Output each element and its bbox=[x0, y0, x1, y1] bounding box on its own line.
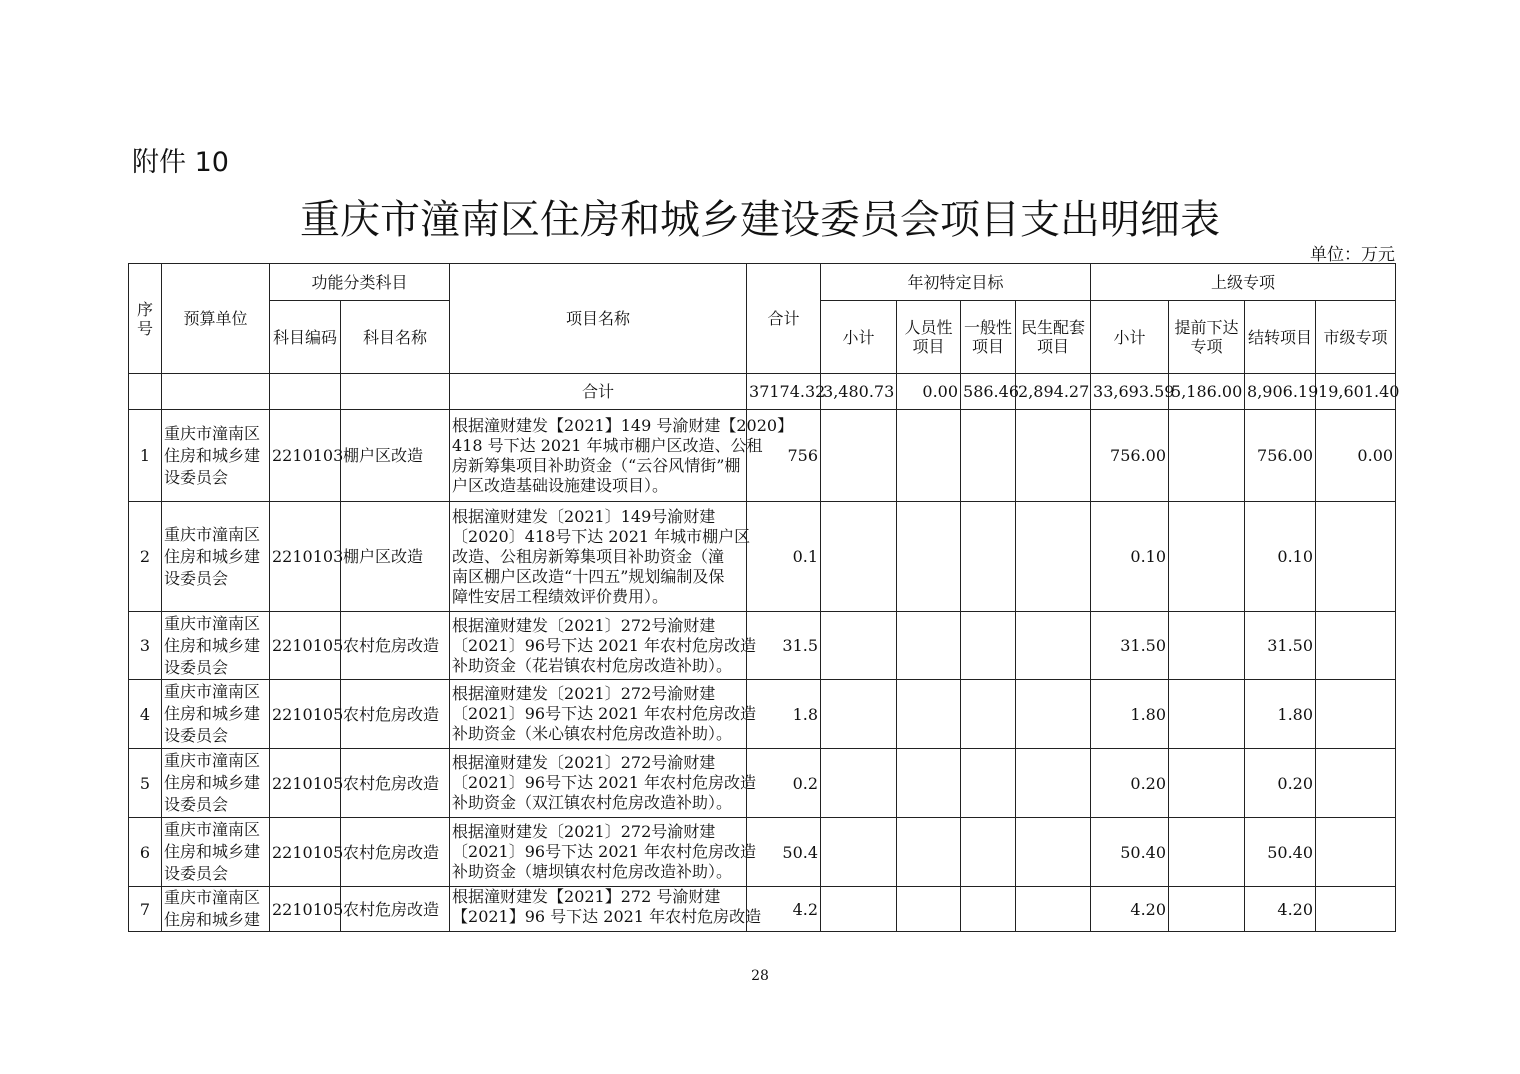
table-row bbox=[129, 749, 1396, 818]
row-budget-unit-line: 设委员会 bbox=[164, 726, 229, 745]
page-number: 28 bbox=[751, 968, 769, 984]
row-project-name-line: 根据潼财建发〔2021〕272号渝财建 bbox=[452, 822, 716, 841]
row-sup-city bbox=[1316, 749, 1396, 818]
page-title: 重庆市潼南区住房和城乡建设委员会项目支出明细表 bbox=[300, 197, 1220, 243]
row-total: 0.2 bbox=[747, 749, 821, 818]
summary-total: 37174.32 bbox=[747, 374, 821, 410]
header-at-personnel-line-1: 人员性 bbox=[904, 318, 953, 337]
row-project-name-line: 根据潼财建发【2021】149 号渝财建【2020】 bbox=[452, 415, 794, 435]
row-at-personnel bbox=[897, 502, 961, 612]
row-sup-advance bbox=[1169, 612, 1245, 680]
row-sup-carryover: 1.80 bbox=[1245, 680, 1316, 749]
row-project-name-line: 〔2021〕96号下达 2021 年农村危房改造 bbox=[452, 704, 756, 723]
row-project-name bbox=[450, 818, 756, 887]
row-seq: 3 bbox=[129, 612, 162, 680]
row-at-livelihood bbox=[1016, 410, 1091, 502]
header-at-general bbox=[961, 301, 1016, 374]
row-total: 4.2 bbox=[747, 887, 821, 932]
row-budget-unit-line: 重庆市潼南区 bbox=[164, 524, 261, 544]
row-project-name-line: 补助资金（花岩镇农村危房改造补助）。 bbox=[452, 655, 733, 675]
row-at-general bbox=[961, 749, 1016, 818]
row-budget-unit-line: 设委员会 bbox=[164, 657, 229, 677]
header-at-general-line-1: 一般性 bbox=[964, 318, 1013, 337]
row-at-livelihood bbox=[1016, 749, 1091, 818]
row-total: 50.4 bbox=[747, 818, 821, 887]
row-budget-unit bbox=[162, 818, 270, 887]
row-sup-subtotal: 0.10 bbox=[1091, 502, 1169, 612]
row-sup-subtotal: 50.40 bbox=[1091, 818, 1169, 887]
header-at-personnel-line-2: 项目 bbox=[912, 337, 945, 356]
row-seq: 7 bbox=[129, 887, 162, 932]
header-sup-advance-line-2: 专项 bbox=[1190, 337, 1223, 356]
summary-sup-carryover: 8,906.19 bbox=[1245, 374, 1316, 410]
row-sup-city: 0.00 bbox=[1316, 410, 1396, 502]
row-total: 1.8 bbox=[747, 680, 821, 749]
row-sup-subtotal: 0.20 bbox=[1091, 749, 1169, 818]
row-budget-unit-line: 重庆市潼南区 bbox=[164, 820, 261, 839]
row-subject-name: 棚户区改造 bbox=[341, 410, 450, 502]
row-project-name-line: 南区棚户区改造“十四五”规划编制及保 bbox=[452, 566, 725, 586]
summary-at-livelihood: 2,894.27 bbox=[1016, 374, 1091, 410]
row-project-name-line: 〔2021〕96号下达 2021 年农村危房改造 bbox=[452, 842, 756, 861]
row-seq: 5 bbox=[129, 749, 162, 818]
row-subject-name: 农村危房改造 bbox=[341, 749, 450, 818]
row-project-name-line: 〔2021〕96号下达 2021 年农村危房改造 bbox=[452, 635, 756, 655]
row-subject-code: 2210105 bbox=[270, 818, 341, 887]
row-budget-unit bbox=[162, 612, 270, 680]
row-budget-unit-line: 重庆市潼南区 bbox=[164, 751, 261, 770]
row-budget-unit-line: 住房和城乡建 bbox=[164, 773, 261, 792]
row-subject-code: 2210105 bbox=[270, 612, 341, 680]
row-subject-name: 棚户区改造 bbox=[341, 502, 450, 612]
row-project-name bbox=[450, 612, 756, 680]
row-budget-unit-line: 设委员会 bbox=[164, 568, 229, 588]
header-at-livelihood bbox=[1016, 301, 1091, 374]
row-at-livelihood bbox=[1016, 612, 1091, 680]
row-project-name-line: 补助资金（塘坝镇农村危房改造补助）。 bbox=[452, 862, 733, 881]
row-project-name-line: 【2021】96 号下达 2021 年农村危房改造 bbox=[452, 907, 762, 926]
table-row bbox=[129, 680, 1396, 749]
summary-sup-advance: 5,186.00 bbox=[1169, 374, 1245, 410]
row-project-name-line: 〔2021〕96号下达 2021 年农村危房改造 bbox=[452, 773, 756, 792]
summary-sup-city: 19,601.40 bbox=[1316, 374, 1396, 410]
row-at-subtotal bbox=[821, 887, 897, 932]
header-subject-name: 科目名称 bbox=[341, 301, 450, 374]
row-budget-unit bbox=[162, 887, 270, 932]
row-project-name-line: 根据潼财建发〔2021〕272号渝财建 bbox=[452, 615, 716, 635]
row-sup-advance bbox=[1169, 502, 1245, 612]
row-sup-carryover: 0.20 bbox=[1245, 749, 1316, 818]
row-subject-name: 农村危房改造 bbox=[341, 680, 450, 749]
header-at-livelihood-line-1: 民生配套 bbox=[1021, 318, 1086, 337]
row-budget-unit-line: 设委员会 bbox=[164, 795, 229, 814]
row-budget-unit-line: 重庆市潼南区 bbox=[164, 613, 261, 633]
row-project-name-line: 418 号下达 2021 年城市棚户区改造、公租 bbox=[452, 435, 763, 455]
summary-row bbox=[129, 374, 1396, 410]
header-sup-subtotal: 小计 bbox=[1091, 301, 1169, 374]
row-seq: 2 bbox=[129, 502, 162, 612]
table-row bbox=[129, 612, 1396, 680]
row-sup-carryover: 4.20 bbox=[1245, 887, 1316, 932]
row-sup-carryover: 50.40 bbox=[1245, 818, 1316, 887]
summary-unit-cell bbox=[162, 374, 270, 410]
row-at-general bbox=[961, 410, 1016, 502]
row-subject-code: 2210105 bbox=[270, 749, 341, 818]
row-project-name bbox=[450, 502, 751, 612]
row-seq: 1 bbox=[129, 410, 162, 502]
row-sup-subtotal: 756.00 bbox=[1091, 410, 1169, 502]
row-total: 31.5 bbox=[747, 612, 821, 680]
row-budget-unit-line: 设委员会 bbox=[164, 467, 229, 487]
row-at-livelihood bbox=[1016, 680, 1091, 749]
row-at-livelihood bbox=[1016, 502, 1091, 612]
row-at-livelihood bbox=[1016, 818, 1091, 887]
summary-at-subtotal: 3,480.73 bbox=[821, 374, 897, 410]
row-sup-city bbox=[1316, 502, 1396, 612]
header-seq-line-1: 序 bbox=[136, 299, 153, 319]
table-row bbox=[129, 818, 1396, 887]
row-budget-unit bbox=[162, 749, 270, 818]
row-sup-subtotal: 4.20 bbox=[1091, 887, 1169, 932]
row-at-subtotal bbox=[821, 680, 897, 749]
attachment-label: 附件 10 bbox=[132, 147, 229, 178]
summary-at-general: 586.46 bbox=[961, 374, 1016, 410]
header-sup-city: 市级专项 bbox=[1316, 301, 1396, 374]
header-row-1 bbox=[129, 264, 1396, 301]
summary-at-personnel: 0.00 bbox=[897, 374, 961, 410]
header-sup-advance bbox=[1169, 301, 1245, 374]
summary-label: 合计 bbox=[450, 374, 747, 410]
row-at-livelihood bbox=[1016, 887, 1091, 932]
row-at-general bbox=[961, 818, 1016, 887]
row-budget-unit-line: 住房和城乡建 bbox=[164, 910, 261, 929]
row-project-name-line: 根据潼财建发〔2021〕272号渝财建 bbox=[452, 684, 716, 703]
table-row bbox=[129, 887, 1396, 932]
row-project-name bbox=[450, 749, 756, 818]
row-at-general bbox=[961, 680, 1016, 749]
row-at-personnel bbox=[897, 612, 961, 680]
header-at-livelihood-line-2: 项目 bbox=[1037, 337, 1070, 356]
header-sup-carryover: 结转项目 bbox=[1245, 301, 1316, 374]
header-seq-line-2: 号 bbox=[136, 318, 153, 338]
row-project-name-line: 补助资金（米心镇农村危房改造补助）。 bbox=[452, 724, 733, 743]
row-sup-advance bbox=[1169, 818, 1245, 887]
summary-sup-subtotal: 33,693.59 bbox=[1091, 374, 1169, 410]
row-sup-city bbox=[1316, 680, 1396, 749]
row-subject-code: 2210105 bbox=[270, 887, 341, 932]
row-project-name-line: 根据潼财建发〔2021〕272号渝财建 bbox=[452, 753, 716, 772]
table-row bbox=[129, 410, 1396, 502]
row-budget-unit-line: 重庆市潼南区 bbox=[164, 682, 261, 701]
row-at-general bbox=[961, 502, 1016, 612]
row-sup-subtotal: 1.80 bbox=[1091, 680, 1169, 749]
row-project-name bbox=[450, 680, 756, 749]
row-project-name-line: 根据潼财建发〔2021〕149号渝财建 bbox=[452, 506, 716, 526]
header-seq bbox=[129, 264, 162, 374]
row-project-name-line: 〔2020〕418号下达 2021 年城市棚户区 bbox=[452, 526, 751, 546]
row-sup-city bbox=[1316, 887, 1396, 932]
table-row bbox=[129, 502, 1396, 612]
row-at-general bbox=[961, 887, 1016, 932]
header-sup-advance-line-1: 提前下达 bbox=[1174, 318, 1239, 337]
row-project-name-line: 根据潼财建发【2021】272 号渝财建 bbox=[452, 887, 721, 906]
row-sup-city bbox=[1316, 612, 1396, 680]
row-project-name-line: 障性安居工程绩效评价费用）。 bbox=[452, 586, 669, 606]
row-project-name bbox=[450, 410, 794, 502]
row-sup-carryover: 31.50 bbox=[1245, 612, 1316, 680]
row-seq: 4 bbox=[129, 680, 162, 749]
row-at-personnel bbox=[897, 887, 961, 932]
row-project-name-line: 补助资金（双江镇农村危房改造补助）。 bbox=[452, 793, 733, 812]
row-at-subtotal bbox=[821, 749, 897, 818]
row-sup-carryover: 0.10 bbox=[1245, 502, 1316, 612]
row-at-personnel bbox=[897, 410, 961, 502]
row-subject-code: 2210103 bbox=[270, 502, 341, 612]
row-subject-name: 农村危房改造 bbox=[341, 887, 450, 932]
unit-label: 单位：万元 bbox=[1310, 245, 1395, 265]
row-at-personnel bbox=[897, 818, 961, 887]
row-budget-unit bbox=[162, 502, 270, 612]
row-at-personnel bbox=[897, 749, 961, 818]
row-sup-subtotal: 31.50 bbox=[1091, 612, 1169, 680]
row-budget-unit-line: 重庆市潼南区 bbox=[164, 423, 261, 443]
summary-seq-cell bbox=[129, 374, 162, 410]
row-seq: 6 bbox=[129, 818, 162, 887]
header-at-general-line-2: 项目 bbox=[972, 337, 1005, 356]
row-budget-unit-line: 住房和城乡建 bbox=[164, 842, 261, 861]
row-at-general bbox=[961, 612, 1016, 680]
row-budget-unit-line: 设委员会 bbox=[164, 864, 229, 883]
row-sup-advance bbox=[1169, 749, 1245, 818]
row-subject-code: 2210103 bbox=[270, 410, 341, 502]
row-sup-advance bbox=[1169, 887, 1245, 932]
expenditure-table bbox=[128, 263, 1400, 932]
row-budget-unit-line: 重庆市潼南区 bbox=[164, 888, 261, 907]
row-budget-unit bbox=[162, 680, 270, 749]
header-total: 合计 bbox=[747, 264, 821, 374]
header-subject-code: 科目编码 bbox=[270, 301, 341, 374]
row-sup-advance bbox=[1169, 410, 1245, 502]
row-subject-code: 2210105 bbox=[270, 680, 341, 749]
header-func-class: 功能分类科目 bbox=[270, 264, 450, 301]
header-annual-target: 年初特定目标 bbox=[821, 264, 1091, 301]
row-budget-unit-line: 住房和城乡建 bbox=[164, 635, 261, 655]
row-budget-unit bbox=[162, 410, 270, 502]
row-subject-name: 农村危房改造 bbox=[341, 612, 450, 680]
header-at-personnel bbox=[897, 301, 961, 374]
row-project-name-line: 户区改造基础设施建设项目）。 bbox=[452, 475, 669, 495]
row-sup-city bbox=[1316, 818, 1396, 887]
row-subject-name: 农村危房改造 bbox=[341, 818, 450, 887]
row-total: 0.1 bbox=[747, 502, 821, 612]
summary-code-cell bbox=[270, 374, 341, 410]
row-at-subtotal bbox=[821, 410, 897, 502]
row-budget-unit-line: 住房和城乡建 bbox=[164, 445, 261, 465]
row-sup-advance bbox=[1169, 680, 1245, 749]
header-project-name: 项目名称 bbox=[450, 264, 747, 374]
row-project-name-line: 房新筹集项目补助资金（“云谷风情街”棚 bbox=[452, 455, 741, 475]
header-budget-unit: 预算单位 bbox=[162, 264, 270, 374]
header-at-subtotal: 小计 bbox=[821, 301, 897, 374]
row-total: 756 bbox=[747, 410, 821, 502]
row-budget-unit-line: 住房和城乡建 bbox=[164, 546, 261, 566]
row-at-subtotal bbox=[821, 818, 897, 887]
row-project-name-line: 改造、公租房新筹集项目补助资金（潼 bbox=[452, 546, 725, 566]
row-at-subtotal bbox=[821, 502, 897, 612]
row-at-personnel bbox=[897, 680, 961, 749]
header-superior: 上级专项 bbox=[1091, 264, 1396, 301]
row-sup-carryover: 756.00 bbox=[1245, 410, 1316, 502]
row-budget-unit-line: 住房和城乡建 bbox=[164, 704, 261, 723]
row-project-name bbox=[450, 887, 762, 932]
summary-subject-cell bbox=[341, 374, 450, 410]
row-at-subtotal bbox=[821, 612, 897, 680]
